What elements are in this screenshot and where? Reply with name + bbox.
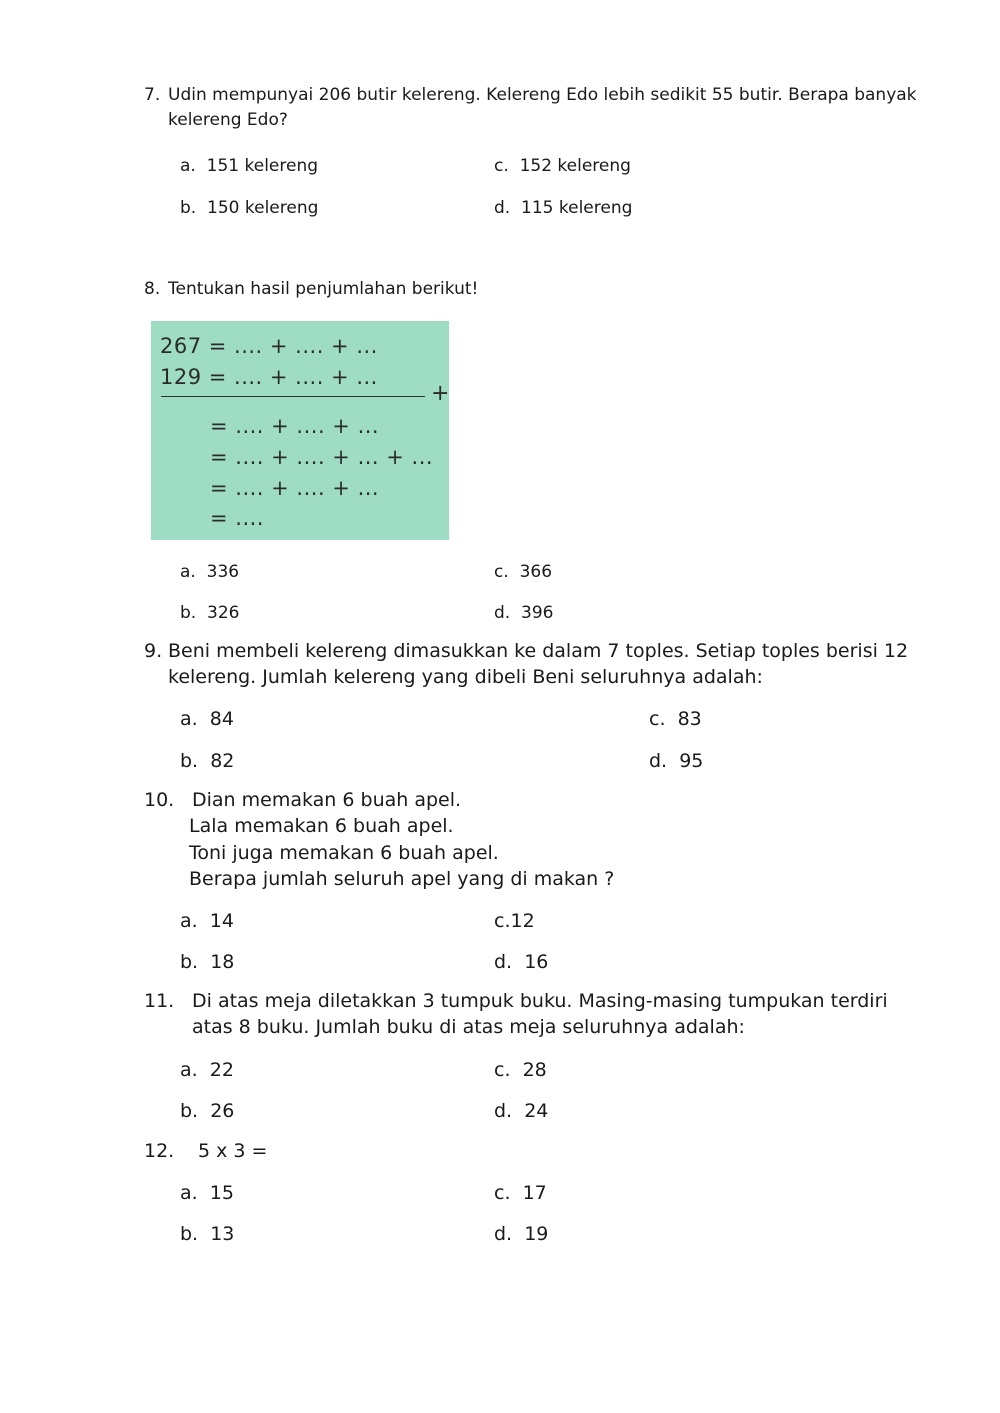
question-text-line-2: atas 8 buku. Jumlah buku di atas meja seluruhnya adalah: xyxy=(192,1016,745,1038)
option-text: 396 xyxy=(521,603,554,623)
option-letter: c. xyxy=(649,708,666,730)
option-letter: c. xyxy=(494,156,509,176)
option-b[interactable] xyxy=(180,750,234,772)
question-text-line-4: Berapa jumlah seluruh apel yang di makan ? xyxy=(189,868,615,890)
option-d[interactable] xyxy=(494,198,632,218)
option-d[interactable] xyxy=(494,1223,548,1245)
question-number: 10. xyxy=(144,789,175,811)
option-text: 366 xyxy=(519,562,553,582)
question-text: Tentukan hasil penjumlahan berikut! xyxy=(168,279,479,299)
option-d[interactable] xyxy=(494,1100,548,1122)
option-a[interactable] xyxy=(180,562,239,582)
option-b[interactable] xyxy=(180,1223,234,1245)
option-letter: d. xyxy=(494,198,511,218)
option-letter: d. xyxy=(494,603,511,623)
option-text: 15 xyxy=(209,1182,234,1204)
option-letter: d. xyxy=(494,1100,513,1122)
option-text: 150 kelereng xyxy=(207,198,319,218)
option-text: c.12 xyxy=(494,910,535,932)
option-d[interactable] xyxy=(649,750,703,772)
option-text: 22 xyxy=(209,1059,234,1081)
question-text-line-2: Lala memakan 6 buah apel. xyxy=(189,815,454,837)
option-d[interactable] xyxy=(494,951,548,973)
option-d[interactable] xyxy=(494,603,553,623)
option-b[interactable] xyxy=(180,603,239,623)
option-c[interactable] xyxy=(494,1182,547,1204)
option-letter: b. xyxy=(180,750,199,772)
plus-sign: + xyxy=(431,381,450,406)
option-text: 115 kelereng xyxy=(521,198,633,218)
option-letter: d. xyxy=(494,1223,513,1245)
question-number: 7. xyxy=(144,85,161,105)
math-row-5: = .... + .... + ... xyxy=(210,476,380,500)
option-letter: a. xyxy=(180,156,196,176)
option-text: 18 xyxy=(210,951,235,973)
option-letter: d. xyxy=(494,951,513,973)
option-text: 17 xyxy=(522,1182,547,1204)
option-text: 24 xyxy=(524,1100,549,1122)
option-text: 95 xyxy=(679,750,704,772)
question-text-line-2: kelereng. Jumlah kelereng yang dibeli Beni seluruhnya adalah: xyxy=(168,666,763,688)
question-text-line-2: kelereng Edo? xyxy=(168,110,288,130)
option-text: 14 xyxy=(209,910,234,932)
option-a[interactable] xyxy=(180,1059,234,1081)
option-text: 19 xyxy=(524,1223,549,1245)
question-text-line-1: Di atas meja diletakkan 3 tumpuk buku. Masing-masing tumpukan terdiri xyxy=(192,990,888,1012)
option-letter: d. xyxy=(649,750,668,772)
option-b[interactable] xyxy=(180,951,234,973)
question-text-line-1: Beni membeli kelereng dimasukkan ke dalam 7 toples. Setiap toples berisi 12 xyxy=(168,640,909,662)
question-text-line-1: Dian memakan 6 buah apel. xyxy=(192,789,462,811)
math-row-3: = .... + .... + ... xyxy=(210,414,380,438)
question-text: 5 x 3 = xyxy=(198,1140,268,1162)
option-letter: a. xyxy=(180,708,198,730)
option-b[interactable] xyxy=(180,198,318,218)
option-a[interactable] xyxy=(180,910,234,932)
option-a[interactable] xyxy=(180,1182,234,1204)
question-text-line-1: Udin mempunyai 206 butir kelereng. Kelereng Edo lebih sedikit 55 butir. Berapa banyak xyxy=(168,85,917,105)
option-letter: b. xyxy=(180,1100,199,1122)
option-letter: a. xyxy=(180,910,198,932)
sum-line xyxy=(161,396,425,397)
question-text-line-3: Toni juga memakan 6 buah apel. xyxy=(189,842,499,864)
option-c[interactable] xyxy=(494,562,552,582)
option-letter: b. xyxy=(180,198,197,218)
option-letter: a. xyxy=(180,1182,198,1204)
option-b[interactable] xyxy=(180,1100,234,1122)
option-letter: b. xyxy=(180,1223,199,1245)
option-text: 84 xyxy=(209,708,234,730)
math-row-4: = .... + .... + ... + ... xyxy=(210,445,434,469)
option-a[interactable] xyxy=(180,708,234,730)
option-text: 152 kelereng xyxy=(519,156,631,176)
option-a[interactable] xyxy=(180,156,318,176)
math-row-6: = .... xyxy=(210,506,264,530)
option-c[interactable] xyxy=(494,910,535,932)
math-row-2: 129 = .... + .... + ... xyxy=(160,365,378,389)
option-text: 26 xyxy=(210,1100,235,1122)
option-letter: a. xyxy=(180,562,196,582)
option-text: 13 xyxy=(210,1223,235,1245)
question-number: 8. xyxy=(144,279,161,299)
option-text: 16 xyxy=(524,951,549,973)
option-text: 82 xyxy=(210,750,235,772)
option-letter: b. xyxy=(180,951,199,973)
option-letter: b. xyxy=(180,603,197,623)
option-letter: c. xyxy=(494,562,509,582)
option-text: 83 xyxy=(677,708,702,730)
option-text: 151 kelereng xyxy=(206,156,319,176)
question-number: 9. xyxy=(144,640,163,662)
option-text: 28 xyxy=(522,1059,547,1081)
question-number: 11. xyxy=(144,990,175,1012)
option-c[interactable] xyxy=(649,708,702,730)
option-c[interactable] xyxy=(494,156,631,176)
option-text: 336 xyxy=(206,562,240,582)
option-text: 326 xyxy=(207,603,240,623)
question-number: 12. xyxy=(144,1140,175,1162)
option-letter: c. xyxy=(494,1059,511,1081)
math-row-1: 267 = .... + .... + ... xyxy=(160,334,378,358)
option-letter: a. xyxy=(180,1059,198,1081)
option-letter: c. xyxy=(494,1182,511,1204)
option-c[interactable] xyxy=(494,1059,547,1081)
